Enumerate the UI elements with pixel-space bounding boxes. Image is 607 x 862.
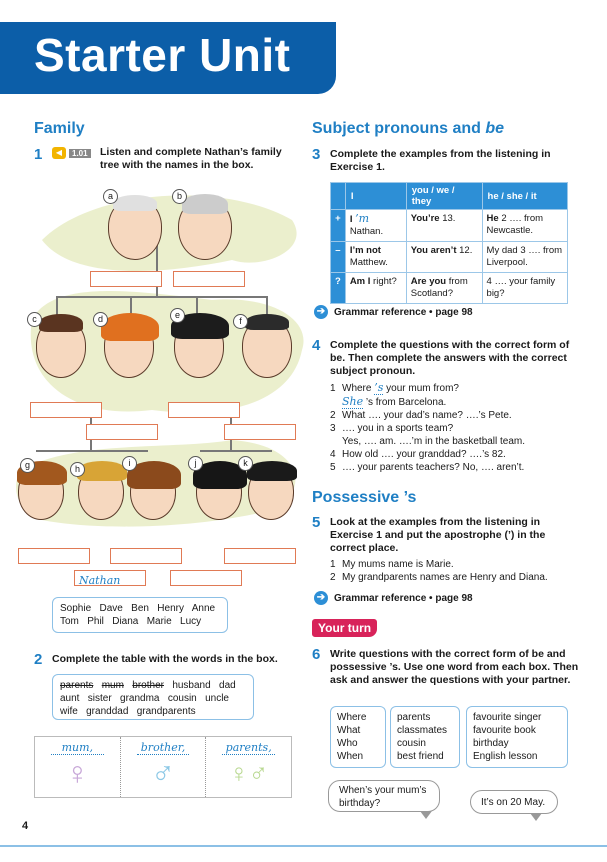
grammar-reference-text-2: Grammar reference • page 98 — [334, 592, 473, 604]
exercise-6-instruction: Write questions with the correct form of be and possessive ’s. Use one word from each box. Then ask and answer the questions with your partner. — [330, 648, 579, 686]
negative-he — [482, 242, 567, 273]
word-box-1 — [330, 706, 386, 768]
letter-g: g — [20, 458, 35, 473]
ex4-item-3-num: 3 — [330, 423, 336, 434]
neg-you-bold: You aren’t — [410, 245, 457, 256]
box1-word-1: Where — [337, 712, 367, 723]
exercise-6-number: 6 — [312, 646, 321, 663]
speech-bubble-answer: It’s on 20 May. — [470, 790, 558, 814]
ex4-item-4-num: 4 — [330, 449, 336, 460]
arrow-right-icon: ➔ — [314, 591, 328, 605]
q-you-rest: from Scotland? — [410, 276, 468, 299]
unit-banner — [0, 22, 336, 94]
exercise-3-instruction: Complete the examples from the listening in Exercise 1. — [330, 148, 551, 173]
pos-he-rest: 2 …. from Newcastle. — [486, 213, 544, 236]
q-i-rest: right? — [370, 276, 397, 287]
name-box-d[interactable] — [86, 424, 158, 440]
ex5-item-1-text: My mums name is Marie. — [342, 559, 454, 570]
speech-bubble-question: When’s your mum’s birthday? — [328, 780, 440, 812]
ex4-item-1-answer: ’s — [374, 381, 384, 394]
page-number: 4 — [22, 820, 29, 832]
name-box-a[interactable] — [90, 271, 162, 287]
box2-word-2: classmates — [397, 725, 448, 736]
name-box-i[interactable] — [110, 548, 182, 564]
subject-heading-em: be — [485, 120, 505, 137]
name-box-h[interactable] — [74, 570, 146, 586]
gender-table — [34, 736, 292, 798]
ex4-item-1-text: Where — [342, 383, 375, 394]
ex4-item-1-rest: your mum from? — [383, 383, 459, 394]
ex4-item-5-text: …. your parents teachers? No, …. aren’t. — [342, 462, 525, 473]
letter-e: e — [170, 308, 185, 323]
neg-you-rest: 12. — [456, 245, 473, 256]
ex4-item-5-num: 5 — [330, 462, 336, 473]
positive-you — [406, 210, 482, 242]
letter-i: i — [122, 456, 137, 471]
positive-he — [482, 210, 567, 242]
face-k-boy — [248, 466, 294, 520]
neg-he-text: My dad — [486, 245, 521, 256]
name-box-e[interactable] — [168, 402, 240, 418]
neg-he-rest: 3 …. from Liverpool. — [486, 245, 563, 268]
ex4-item-3b — [330, 435, 580, 448]
question-sign: ? — [331, 273, 346, 304]
ex4-item-3-text: …. you in a sports team? — [342, 423, 454, 434]
word-struck-1: parents — [60, 680, 94, 691]
header-i: I — [345, 183, 406, 210]
grammar-table — [330, 182, 568, 304]
box2-word-1: parents — [397, 712, 431, 723]
face-g-boy — [18, 466, 64, 520]
ex4-item-1b-answer: She — [342, 395, 364, 408]
exercise-5-items — [330, 558, 580, 584]
pos-i-bold: I — [349, 214, 356, 225]
exercise-3-number: 3 — [312, 146, 321, 163]
audio-track-number: 1.01 — [69, 149, 91, 158]
exercise-5-instruction: Look at the examples from the listening in Exercise 1 and put the apostrophe (’) in the correct place. — [330, 516, 546, 554]
exercise-2-number: 2 — [34, 651, 43, 668]
column-female — [35, 737, 121, 797]
name-box-c[interactable] — [30, 402, 102, 418]
column-both — [206, 737, 291, 797]
ex4-item-2 — [330, 409, 580, 422]
box2-word-4: best friend — [397, 751, 444, 762]
name-box-g[interactable] — [18, 548, 90, 564]
box1-word-3: Who — [337, 738, 358, 749]
your-turn-label: Your turn — [312, 619, 377, 637]
face-c-man — [36, 318, 86, 378]
bubble-tail-1 — [420, 811, 432, 819]
ex4-item-5 — [330, 461, 580, 474]
header-he: he / she / it — [482, 183, 567, 210]
grammar-table-header — [331, 183, 568, 210]
exercise-4-instruction: Complete the questions with the correct form of be. Then complete the answers with the correct subject pronoun. — [330, 339, 570, 377]
word-box-2 — [390, 706, 460, 768]
ex4-item-4 — [330, 448, 580, 461]
ex4-item-3b-text: Yes, …. am. ….’m in the basketball team. — [342, 436, 526, 447]
box1-word-2: What — [337, 725, 361, 736]
word-struck-3: brother — [132, 680, 164, 691]
header-you: you / we / they — [406, 183, 482, 210]
negative-you — [406, 242, 482, 273]
pos-you-rest: 13. — [439, 213, 456, 224]
exercise-1-text: Listen and complete Nathan’s family tree with the names in the box. — [100, 146, 282, 171]
name-box-b[interactable] — [173, 271, 245, 287]
pos-he-bold: He — [486, 213, 502, 224]
tree-line — [56, 296, 268, 298]
column-male-answer: brother, — [137, 741, 190, 755]
neg-i-bold: I’m not — [349, 245, 381, 256]
names-row-1: Sophie Dave Ben Henry Anne — [60, 603, 216, 614]
face-a-grandfather — [108, 198, 162, 260]
arrow-right-icon: ➔ — [314, 305, 328, 319]
face-b-grandmother — [178, 198, 232, 260]
ex4-item-2-text: What …. your dad’s name? ….’s Pete. — [342, 410, 512, 421]
word-struck-2: mum — [101, 680, 124, 691]
negative-sign: – — [331, 242, 346, 273]
words-row-1-rest: husband dad — [172, 680, 236, 691]
audio-track[interactable] — [52, 147, 91, 159]
face-j-girl — [196, 466, 242, 520]
letter-c: c — [27, 312, 42, 327]
ex4-item-1 — [330, 381, 580, 395]
ex5-item-2-num: 2 — [330, 572, 336, 583]
grammar-row-positive — [331, 210, 568, 242]
tree-line — [266, 296, 268, 316]
tree-line — [36, 450, 148, 452]
male-symbol-icon: ♂ — [151, 755, 175, 791]
pos-i-answer: ’m — [355, 212, 370, 225]
family-tree-illustration — [12, 180, 312, 590]
q-you-bold: Are you — [410, 276, 447, 287]
box2-word-3: cousin — [397, 738, 426, 749]
letter-b: b — [172, 189, 187, 204]
box1-word-4: When — [337, 751, 364, 762]
possessive-heading: Possessive ’s — [312, 489, 417, 506]
words-row-3: wife granddad grandparents — [60, 706, 196, 717]
pos-you-bold: You’re — [410, 213, 440, 224]
question-he: 4 …. your family big? — [482, 273, 567, 304]
words-row-1 — [60, 679, 246, 692]
tree-line — [56, 296, 58, 316]
letter-k: k — [238, 456, 253, 471]
ex4-item-2-num: 2 — [330, 410, 336, 421]
header-blank — [331, 183, 346, 210]
word-box-3 — [466, 706, 568, 768]
grammar-reference-text-1: Grammar reference • page 98 — [334, 306, 473, 318]
answer-nathan: Nathan — [79, 574, 121, 587]
face-d-woman — [104, 318, 154, 378]
names-box — [52, 597, 228, 633]
unit-title: Starter Unit — [34, 29, 291, 81]
box3-word-4: English lesson — [473, 751, 538, 762]
column-male — [121, 737, 207, 797]
ex4-item-1b-rest: ’s from Barcelona. — [363, 397, 447, 408]
exercise-1-instruction — [100, 146, 300, 172]
exercise-2-instruction: Complete the table with the words in the box. — [52, 653, 278, 665]
letter-h: h — [70, 462, 85, 477]
positive-sign: + — [331, 210, 346, 242]
subject-heading-text: Subject pronouns and — [312, 120, 486, 137]
grammar-row-negative — [331, 242, 568, 273]
positive-i — [345, 210, 406, 242]
exercise-1-number: 1 — [34, 146, 43, 163]
face-f-man — [242, 318, 292, 378]
exercise-4-number: 4 — [312, 337, 321, 354]
name-box-f[interactable] — [224, 424, 296, 440]
q-i-bold: Am I — [349, 276, 371, 287]
words-row-2: aunt sister grandma cousin uncle — [60, 693, 229, 704]
face-i-girl — [130, 466, 176, 520]
female-symbol-icon: ♀ — [65, 755, 90, 791]
names-row-2: Tom Phil Diana Marie Lucy — [60, 616, 202, 627]
ex5-item-2-text: My grandparents names are Henry and Diana. — [342, 572, 548, 583]
name-box-j[interactable] — [170, 570, 242, 586]
letter-j: j — [188, 456, 203, 471]
question-you — [406, 273, 482, 304]
letter-a: a — [103, 189, 118, 204]
pos-i-rest: Nathan. — [349, 226, 384, 237]
negative-i — [345, 242, 406, 273]
bubble-tail-2 — [530, 813, 542, 821]
grammar-reference-link-2[interactable] — [314, 591, 473, 605]
tree-line — [200, 450, 272, 452]
ex5-item-1-num: 1 — [330, 559, 336, 570]
speaker-icon: ◀ — [52, 147, 66, 159]
box3-word-1: favourite singer — [473, 712, 542, 723]
words-box — [52, 674, 254, 720]
box3-word-3: birthday — [473, 738, 509, 749]
name-box-k[interactable] — [224, 548, 296, 564]
neg-i-rest: Matthew. — [349, 257, 388, 268]
ex4-item-1-num: 1 — [330, 383, 336, 394]
grammar-reference-link-1[interactable] — [314, 305, 473, 319]
exercise-5-number: 5 — [312, 514, 321, 531]
face-e-woman — [174, 318, 224, 378]
ex4-item-3 — [330, 422, 580, 435]
ex4-item-4-text: How old …. your granddad? ….’s 82. — [342, 449, 506, 460]
box3-word-2: favourite book — [473, 725, 536, 736]
ex5-item-2 — [330, 571, 580, 584]
letter-f: f — [233, 314, 248, 329]
face-h-nathan — [78, 466, 124, 520]
column-both-answer: parents, — [222, 741, 275, 755]
ex4-item-1b — [330, 395, 580, 409]
letter-d: d — [93, 312, 108, 327]
ex5-item-1 — [330, 558, 580, 571]
subject-pronouns-heading — [312, 120, 504, 138]
column-female-answer: mum, — [51, 741, 104, 755]
family-heading: Family — [34, 120, 85, 137]
question-i — [345, 273, 406, 304]
both-symbol-icon: ♀♂ — [229, 758, 269, 788]
footer-rule — [0, 845, 607, 847]
grammar-row-question — [331, 273, 568, 304]
exercise-4-items — [330, 381, 580, 474]
